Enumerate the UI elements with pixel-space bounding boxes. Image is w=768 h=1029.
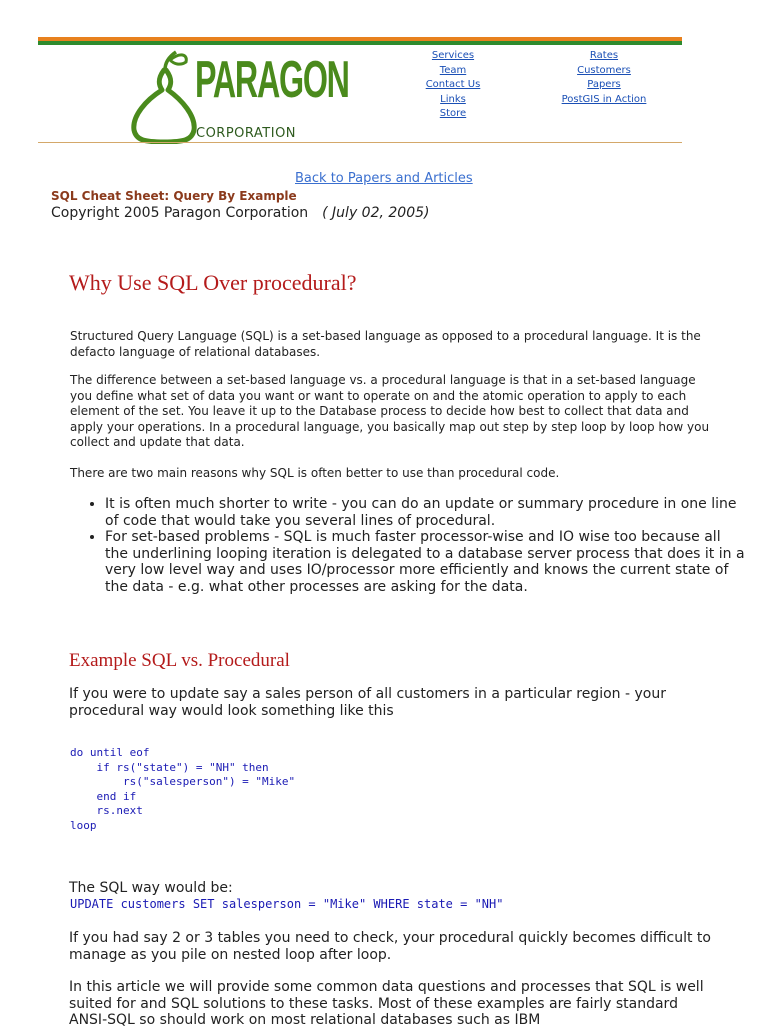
- logo-title: PARAGON: [195, 51, 349, 109]
- nav-link-contact-us[interactable]: Contact Us: [425, 79, 481, 91]
- list-item: • For set-based problems - SQL is much faster processor-wise and IO wise too because all the underlining looping iteration is delegated to a database server process that does it in a very low level way and uses IO/processor more efficiently and knows the current state of the data - e.g. what other processes are asking for the data.: [105, 529, 745, 595]
- section-heading-example: Example SQL vs. Procedural: [69, 650, 290, 671]
- header-divider: [38, 142, 682, 143]
- sql-code-line: UPDATE customers SET salesperson = "Mike" WHERE state = "NH": [70, 897, 504, 911]
- paragraph-sql-way: The SQL way would be:: [69, 880, 233, 896]
- nav-link-store[interactable]: Store: [439, 108, 467, 120]
- copyright-line: [51, 205, 430, 221]
- nav-link-papers[interactable]: Papers: [587, 79, 621, 91]
- paragraph-set-based: The difference between a set-based language vs. a procedural language is that in a set-based language you define what set of data you want or want to operate on and the atomic operation to apply to each element of the set. You leave it up to the Database process to decide how best to collect that data and apply your operations. In a procedural language, you basically map out step by step loop by loop how you collect and update that data.: [70, 373, 710, 449]
- nav-link-rates[interactable]: Rates: [589, 50, 619, 61]
- nav-link-customers[interactable]: Customers: [577, 64, 631, 76]
- logo-subtitle: CORPORATION: [196, 126, 297, 141]
- nav-link-links[interactable]: Links: [440, 93, 466, 105]
- reasons-list: [70, 496, 745, 595]
- list-item: • It is often much shorter to write - you can do an update or summary procedure in one line of code that would take you several lines of procedural.: [105, 496, 745, 529]
- section-heading-why-sql: Why Use SQL Over procedural?: [69, 270, 357, 295]
- paragraph-nested-loops: If you had say 2 or 3 tables you need to check, your procedural quickly becomes difficult to manage as you pile on nested loop after loop.: [69, 930, 711, 963]
- paragraph-sql-intro: Structured Query Language (SQL) is a set-based language as opposed to a procedural language. It is the defacto language of relational databases.: [70, 329, 701, 359]
- nav-link-team[interactable]: Team: [439, 64, 467, 76]
- back-to-papers-link[interactable]: Back to Papers and Articles: [295, 171, 473, 186]
- nav-column-1: [420, 49, 486, 122]
- publish-date: ( July 02, 2005): [322, 205, 430, 221]
- paragraph-article-overview: In this article we will provide some common data questions and processes that SQL is well suited for and SQL solutions to these tasks. Most of these examples are fairly standard ANSI-SQL so should work on most relational databases such as IBM: [69, 979, 704, 1028]
- procedural-code-block: do until eof if rs("state") = "NH" then rs("salesperson") = "Mike" end if rs.next loop: [70, 746, 296, 832]
- nav-link-services[interactable]: Services: [431, 50, 475, 61]
- copyright-text: Copyright 2005 Paragon Corporation: [51, 205, 309, 221]
- nav-link-postgis-in-action[interactable]: PostGIS in Action: [561, 93, 647, 105]
- paragraph-procedural-intro: If you were to update say a sales person of all customers in a particular region - your procedural way would look something like this: [69, 686, 666, 719]
- nav-column-2: [556, 49, 652, 107]
- header-stripe-green: [38, 41, 682, 45]
- document-title: SQL Cheat Sheet: Query By Example: [51, 189, 297, 203]
- paragraph-two-reasons: There are two main reasons why SQL is often better to use than procedural code.: [70, 466, 560, 480]
